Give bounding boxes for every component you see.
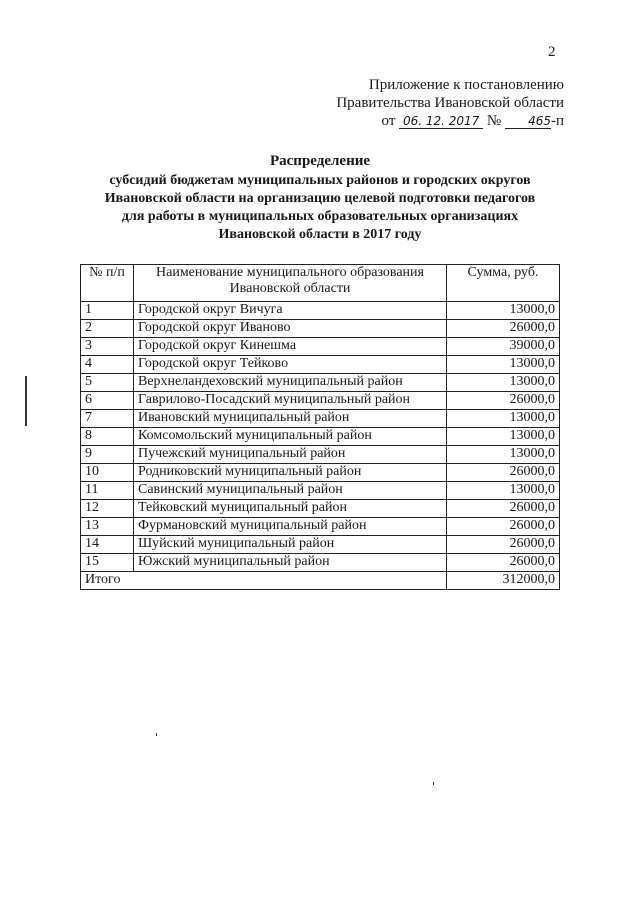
scan-mark-bottom bbox=[156, 733, 157, 736]
row-num: 5 bbox=[81, 374, 134, 392]
row-name: Городской округ Кинешма bbox=[134, 338, 447, 356]
row-sum: 13000,0 bbox=[447, 446, 560, 464]
table-row bbox=[81, 356, 560, 374]
table-row bbox=[81, 320, 560, 338]
appendix-line-2: Правительства Ивановской области bbox=[336, 95, 564, 111]
row-name: Ивановский муниципальный район bbox=[134, 410, 447, 428]
row-num: 3 bbox=[81, 338, 134, 356]
row-name: Шуйский муниципальный район bbox=[134, 536, 447, 554]
row-sum: 26000,0 bbox=[447, 554, 560, 572]
table-row bbox=[81, 464, 560, 482]
row-name: Гаврилово-Посадский муниципальный район bbox=[134, 392, 447, 410]
total-sum: 312000,0 bbox=[447, 572, 560, 590]
row-sum: 13000,0 bbox=[447, 302, 560, 320]
table-row bbox=[81, 302, 560, 320]
row-sum: 26000,0 bbox=[447, 464, 560, 482]
document-title bbox=[80, 152, 560, 244]
table-header-row bbox=[81, 265, 560, 302]
table-row bbox=[81, 446, 560, 464]
title-line-3: для работы в муниципальных образовательных организациях bbox=[121, 209, 519, 224]
table-row bbox=[81, 410, 560, 428]
row-sum: 13000,0 bbox=[447, 374, 560, 392]
table-row bbox=[81, 374, 560, 392]
row-sum: 13000,0 bbox=[447, 410, 560, 428]
header-sum: Сумма, руб. bbox=[447, 265, 560, 302]
table-total-row bbox=[81, 572, 560, 590]
title-line-2: Ивановской области на организацию целевой подготовки педагогов bbox=[104, 191, 536, 206]
row-num: 9 bbox=[81, 446, 134, 464]
row-num: 14 bbox=[81, 536, 134, 554]
row-sum: 26000,0 bbox=[447, 320, 560, 338]
handwritten-date: 06. 12. 2017 bbox=[399, 114, 483, 129]
row-name: Пучежский муниципальный район bbox=[134, 446, 447, 464]
title-main: Распределение bbox=[269, 153, 371, 169]
table-row bbox=[81, 500, 560, 518]
header-num: № п/п bbox=[81, 265, 134, 302]
row-num: 10 bbox=[81, 464, 134, 482]
page-number: 2 bbox=[548, 44, 556, 60]
row-sum: 26000,0 bbox=[447, 518, 560, 536]
row-num: 4 bbox=[81, 356, 134, 374]
table-row bbox=[81, 518, 560, 536]
row-name: Савинский муниципальный район bbox=[134, 482, 447, 500]
number-suffix: -п bbox=[550, 113, 564, 129]
title-line-4: Ивановской области в 2017 году bbox=[218, 227, 422, 242]
row-num: 8 bbox=[81, 428, 134, 446]
table-row bbox=[81, 482, 560, 500]
table-row bbox=[81, 554, 560, 572]
row-num: 13 bbox=[81, 518, 134, 536]
row-num: 11 bbox=[81, 482, 134, 500]
number-sign: № bbox=[486, 113, 502, 129]
total-label: Итого bbox=[81, 572, 447, 590]
row-sum: 26000,0 bbox=[447, 392, 560, 410]
row-name: Городской округ Тейково bbox=[134, 356, 447, 374]
row-sum: 26000,0 bbox=[447, 536, 560, 554]
appendix-header bbox=[336, 76, 564, 130]
handwritten-number: 465 bbox=[505, 114, 551, 129]
scan-mark-left bbox=[25, 376, 27, 426]
row-sum: 13000,0 bbox=[447, 356, 560, 374]
date-prefix: от bbox=[381, 113, 396, 129]
table-row bbox=[81, 338, 560, 356]
row-num: 12 bbox=[81, 500, 134, 518]
row-name: Комсомольский муниципальный район bbox=[134, 428, 447, 446]
row-name: Тейковский муниципальный район bbox=[134, 500, 447, 518]
row-name: Верхнеландеховский муниципальный район bbox=[134, 374, 447, 392]
row-sum: 13000,0 bbox=[447, 428, 560, 446]
scan-mark-right bbox=[433, 782, 434, 785]
header-name: Наименование муниципального образования Ивановской области bbox=[134, 265, 447, 302]
table-row bbox=[81, 536, 560, 554]
row-num: 6 bbox=[81, 392, 134, 410]
title-line-1: субсидий бюджетам муниципальных районов и городских округов bbox=[109, 173, 531, 188]
row-num: 2 bbox=[81, 320, 134, 338]
table-row bbox=[81, 392, 560, 410]
appendix-date-line bbox=[336, 112, 564, 130]
row-sum: 26000,0 bbox=[447, 500, 560, 518]
row-name: Фурмановский муниципальный район bbox=[134, 518, 447, 536]
row-name: Городской округ Иваново bbox=[134, 320, 447, 338]
row-name: Южский муниципальный район bbox=[134, 554, 447, 572]
table-row bbox=[81, 428, 560, 446]
row-num: 7 bbox=[81, 410, 134, 428]
row-sum: 13000,0 bbox=[447, 482, 560, 500]
row-num: 1 bbox=[81, 302, 134, 320]
row-num: 15 bbox=[81, 554, 134, 572]
row-name: Городской округ Вичуга bbox=[134, 302, 447, 320]
row-name: Родниковский муниципальный район bbox=[134, 464, 447, 482]
appendix-line-1: Приложение к постановлению bbox=[368, 77, 564, 93]
row-sum: 39000,0 bbox=[447, 338, 560, 356]
distribution-table bbox=[80, 264, 560, 590]
